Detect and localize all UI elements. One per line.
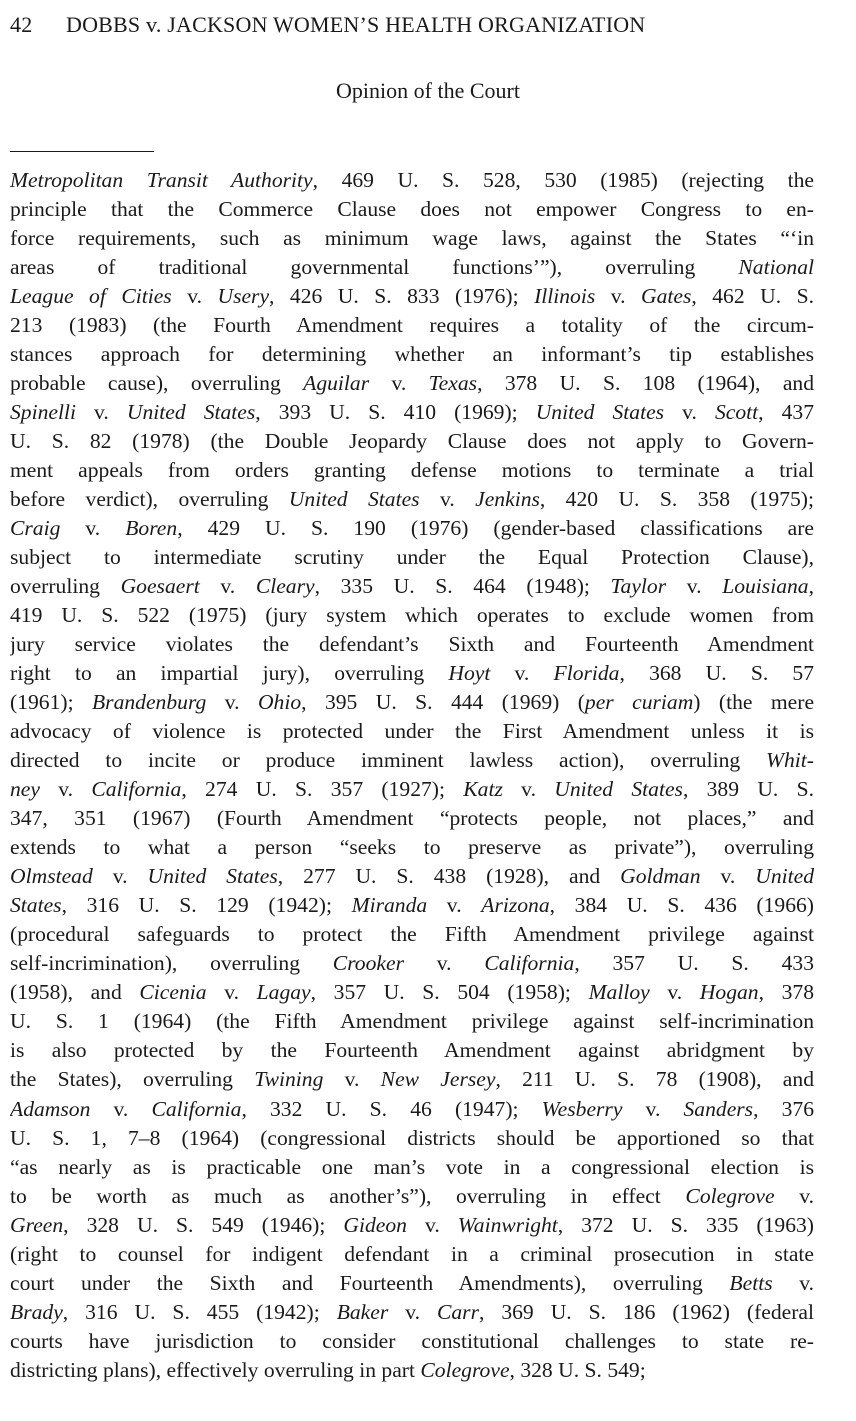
footnote-line: Craig v. Boren, 429 U. S. 190 (1976) (gender-based classifications are xyxy=(10,516,814,541)
running-title: DOBBS v. JACKSON WOMEN’S HEALTH ORGANIZATION xyxy=(66,12,646,37)
footnote-line: probable cause), overruling Aguilar v. Texas, 378 U. S. 108 (1964), and xyxy=(10,371,814,396)
page-number: 42 xyxy=(10,12,33,37)
footnote-line: (1961); Brandenburg v. Ohio, 395 U. S. 444 (1969) (per curiam) (the mere xyxy=(10,690,814,715)
footnote-line: to be worth as much as another’s”), overruling in effect Colegrove v. xyxy=(10,1183,814,1208)
footnote-line: (right to counsel for indigent defendant in a criminal prosecution in state xyxy=(10,1241,814,1266)
page-header xyxy=(10,12,816,38)
footnote-line: jury service violates the defendant’s Sixth and Fourteenth Amendment xyxy=(10,632,814,657)
footnote-line: “as nearly as is practicable one man’s vote in a congressional election is xyxy=(10,1154,814,1179)
footnote-line: right to an impartial jury), overruling Hoyt v. Florida, 368 U. S. 57 xyxy=(10,661,814,686)
footnote-line: 347, 351 (1967) (Fourth Amendment “protects people, not places,” and xyxy=(10,806,814,831)
footnote-line: principle that the Commerce Clause does not empower Congress to en- xyxy=(10,197,814,222)
footnote-line: overruling Goesaert v. Cleary, 335 U. S. 464 (1948); Taylor v. Louisiana, xyxy=(10,574,814,599)
footnote-line: Spinelli v. United States, 393 U. S. 410 (1969); United States v. Scott, 437 xyxy=(10,400,814,425)
footnote-line: advocacy of violence is protected under the First Amendment unless it is xyxy=(10,719,814,744)
footnote-line: (procedural safeguards to protect the Fifth Amendment privilege against xyxy=(10,922,814,947)
footnote-line: U. S. 1, 7–8 (1964) (congressional districts should be apportioned so that xyxy=(10,1125,814,1150)
footnote-line: before verdict), overruling United States v. Jenkins, 420 U. S. 358 (1975); xyxy=(10,487,814,512)
footnote-line: Olmstead v. United States, 277 U. S. 438 (1928), and Goldman v. United xyxy=(10,864,814,889)
footnote-line: 213 (1983) (the Fourth Amendment requires a totality of the circum- xyxy=(10,313,814,338)
footnote-line: courts have jurisdiction to consider constitutional challenges to state re- xyxy=(10,1328,814,1353)
footnote-line: States, 316 U. S. 129 (1942); Miranda v. Arizona, 384 U. S. 436 (1966) xyxy=(10,893,814,918)
footnote-line: areas of traditional governmental functions’”), overruling National xyxy=(10,255,814,280)
footnote-line: court under the Sixth and Fourteenth Amendments), overruling Betts v. xyxy=(10,1270,814,1295)
footnote-line: the States), overruling Twining v. New Jersey, 211 U. S. 78 (1908), and xyxy=(10,1067,814,1092)
footnote-line: subject to intermediate scrutiny under the Equal Protection Clause), xyxy=(10,545,814,570)
footnote-line: (1958), and Cicenia v. Lagay, 357 U. S. 504 (1958); Malloy v. Hogan, 378 xyxy=(10,980,814,1005)
footnote-line: League of Cities v. Usery, 426 U. S. 833 (1976); Illinois v. Gates, 462 U. S. xyxy=(10,284,814,309)
footnote-line: is also protected by the Fourteenth Amendment against abridgment by xyxy=(10,1038,814,1063)
footnote-line: extends to what a person “seeks to preserve as private”), overruling xyxy=(10,835,814,860)
footnote-line: ney v. California, 274 U. S. 357 (1927); Katz v. United States, 389 U. S. xyxy=(10,777,814,802)
footnote-line: Metropolitan Transit Authority, 469 U. S. 528, 530 (1985) (rejecting the xyxy=(10,168,814,192)
footnote-line: directed to incite or produce imminent lawless action), overruling Whit- xyxy=(10,748,814,773)
footnote-line: districting plans), effectively overruling in part Colegrove, 328 U. S. 549; xyxy=(10,1357,646,1382)
section-heading: Opinion of the Court xyxy=(336,78,520,103)
footnote-line: Adamson v. California, 332 U. S. 46 (1947); Wesberry v. Sanders, 376 xyxy=(10,1096,814,1121)
footnote-rule xyxy=(10,151,154,152)
footnote-line: U. S. 82 (1978) (the Double Jeopardy Clause does not apply to Govern- xyxy=(10,429,814,454)
footnote-line: U. S. 1 (1964) (the Fifth Amendment privilege against self-incrimination xyxy=(10,1009,814,1034)
footnote-line: Brady, 316 U. S. 455 (1942); Baker v. Carr, 369 U. S. 186 (1962) (federal xyxy=(10,1299,814,1324)
footnote-line: ment appeals from orders granting defense motions to terminate a trial xyxy=(10,458,814,483)
footnote-line: stances approach for determining whether an informant’s tip establishes xyxy=(10,342,814,367)
footnote-line: 419 U. S. 522 (1975) (jury system which operates to exclude women from xyxy=(10,603,814,628)
footnote-line: self-incrimination), overruling Crooker v. California, 357 U. S. 433 xyxy=(10,951,814,976)
footnote-text xyxy=(10,166,814,1385)
footnote-line: Green, 328 U. S. 549 (1946); Gideon v. Wainwright, 372 U. S. 335 (1963) xyxy=(10,1212,814,1237)
footnote-line: force requirements, such as minimum wage laws, against the States “‘in xyxy=(10,226,814,251)
